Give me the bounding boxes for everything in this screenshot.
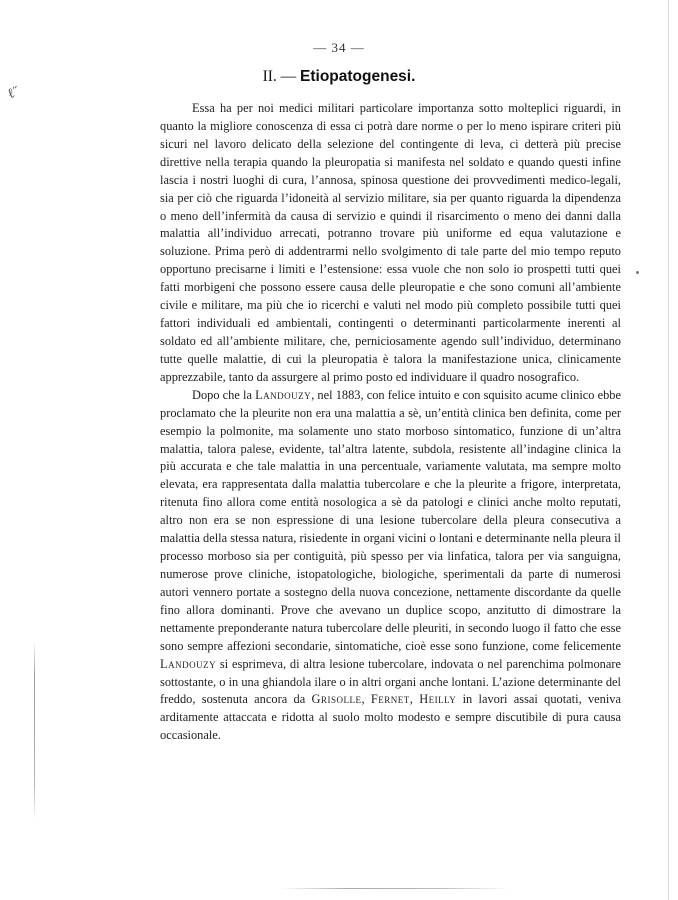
text-run: , [409,692,420,707]
page-edge-shadow [668,0,669,900]
section-heading [0,68,678,86]
margin-pencil-mark: ℓ˝ [5,84,22,103]
author-name: Fernet [370,692,410,707]
author-name: Grisolle [311,692,362,707]
page-number: — 34 — [313,40,365,55]
text-run: Dopo che la [192,387,256,402]
author-name: Landouzy [255,387,312,402]
bottom-scan-line [280,888,510,889]
paragraph-1: Essa ha per noi medici militari particolare importanza sotto molteplici riguardi, in quanto la migliore conoscenza di essa ci potrà dare norme o per lo meno ispirare criteri più sicuri nel lavoro delicato della selezione del contingente di leva, ci detterà più precise direttive nella terapia quando la pleuropatia si manifesta nel soldato e quando questi infine lascia i nostri luoghi di cura, l’annosa, spinosa questione dei provvedimenti medico-legali, sia per ciò che riguarda l’idoneità al servizio militare, sia per quanto riguarda la dipendenza o meno dell’infermità da causa di servizio e quindi il risarcimento o meno dei danni dalla malattia all’individuo arrecati, potranno trovare più uniforme ed equa valutazione e soluzione. Prima però di addentrarmi nello svolgimento di tale parte del mio tempo reputo opportuno precisarne i limiti e l’estensione: essa vuole che non solo io prospetti tutti quei fatti morbigeni che possono essere causa delle pleuropatie e che sono comuni all’ambiente civile e militare, ma più che io ricerchi e valuti nel modo più completo possibile tutti quei fattori individuali ed ambientali, contingenti o determinanti particolarmente inerenti al soldato ed all’ambiente militare, che, perniciosamente agendo sull’individuo, determinano tutte quelle malattie, di cui la pleuropatia è talora la manifestazione unica, clinicamente apprezzabile, tanto da assurgere al primo posto ed individuare il quadro nosografico. [160,101,621,384]
margin-dot [636,271,639,274]
author-name: Heilly [419,692,457,707]
text-run: in lavori assai quotati, veniva arditamente attaccata e ridotta al suolo molto modesto e sempre discutibile di pura causa occasionale. [160,692,622,743]
text-run: , nel 1883, con felice intuito e con squisito acume clinico ebbe proclamato che la pleurite non era una malattia a sè, un’entità clinica ben definita, come per esempio la polmonite, ma solamente uno stato morboso sintomatico, funzione di un’altra malattia, talora palese, evidente, tal’altra latente, subdola, resistente all’indagine clinica la più accurata e che tale malattia in una percentuale, variamente valutata, ma sempre molto elevata, era rappresentata dalla malattia tubercolare e che la pleurite a frigore, interpretata, ritenuta fino allora come entità nosologica a sè da patologi e clinici anche molto reputati, altro non era se non espressione di una lesione tubercolare della pleura consecutiva a malattia della stessa natura, risiedente in organi vicini o lontani e determinante nella pleura il processo morboso sia per contiguità, più spesso per via linfatica, talora per via sanguigna, numerose prove cliniche, istopatologiche, biologiche, sperimentali da parte di numerosi autori vennero portate a sostegno della nuova concezione, nettamente discordante da quelle fino allora dominanti. Prove che avevano un duplice scopo, anzitutto di dimostrare la nettamente preponderante natura tubercolare delle pleuriti, in secondo luogo il fatto che esse sono sempre affezioni secondarie, sintomatiche, cioè esse sono funzione, come felicemente [160,387,621,653]
paragraph-2 [160,387,621,745]
section-title: Etiopatogenesi. [300,68,416,85]
author-name: Landouzy [160,656,217,671]
margin-scan-line [34,640,35,820]
text-run: , [361,692,371,707]
text-run: si esprimeva, di altra lesione tubercolare, indovata o nel parenchima polmonare sottostante, o in una ghiandola ilare o in altri organi anche lontani. L’azione determinante del freddo, sostenuta ancora da [160,656,621,707]
body-text [160,100,621,745]
section-number: II. — [262,68,297,85]
